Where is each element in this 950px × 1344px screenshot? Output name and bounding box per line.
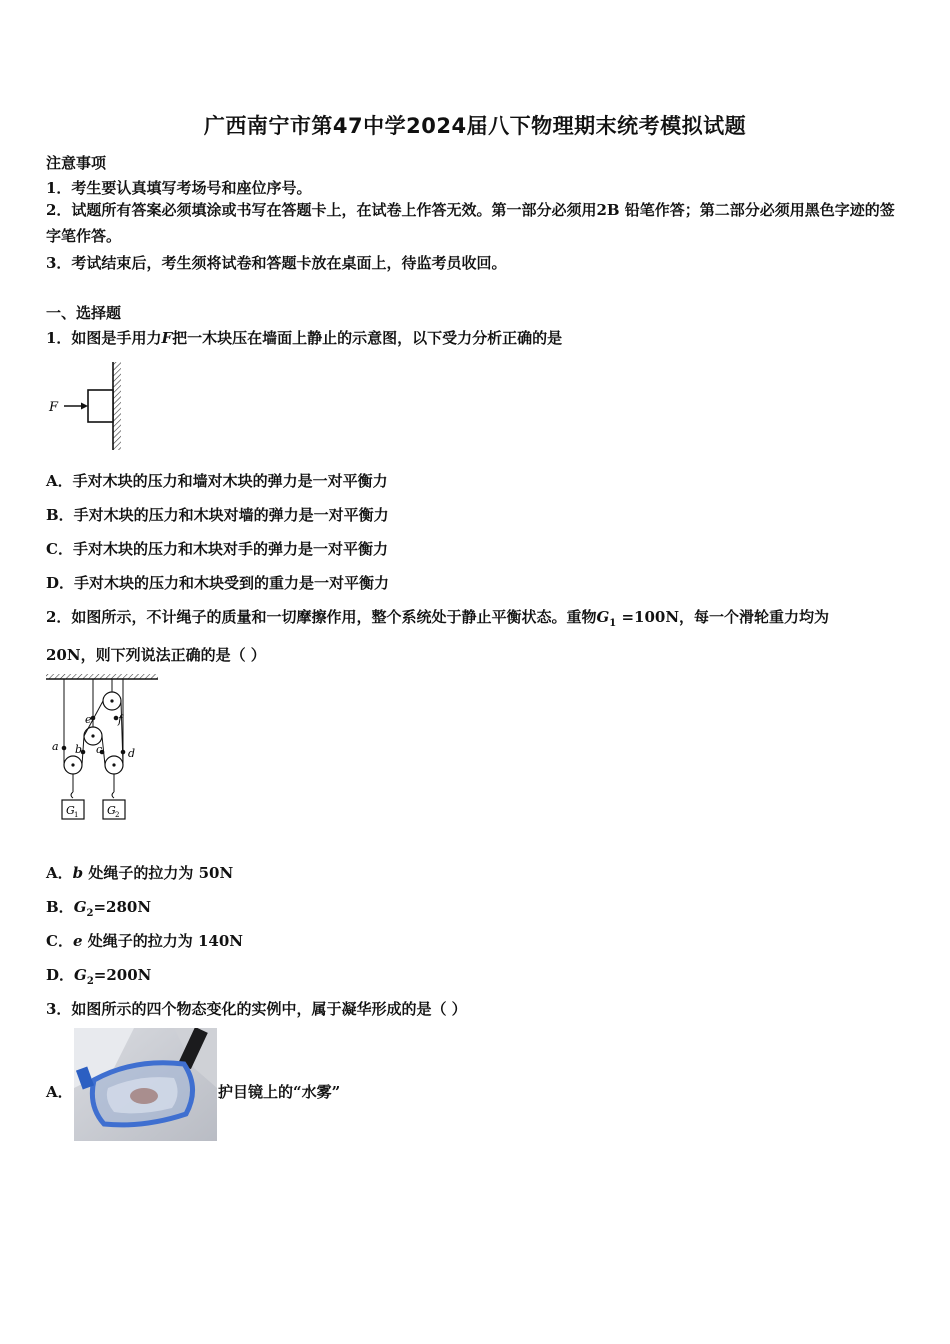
- question-1-option-b: B．手对木块的压力和木块对墙的弹力是一对平衡力: [46, 506, 389, 524]
- question-1-option-c: C．手对木块的压力和木块对手的弹力是一对平衡力: [46, 540, 388, 558]
- question-2-pulley-figure: [44, 672, 162, 826]
- ceiling-hatch: [46, 674, 158, 679]
- force-variable: F: [161, 329, 173, 347]
- label-d: d: [128, 747, 136, 760]
- notice-item-3: 3．考试结束后，考生须将试卷和答题卡放在桌面上，待监考员收回。: [46, 254, 507, 272]
- wall-hatch: [113, 362, 121, 450]
- question-3-option-a-caption: 护目镜上的“水雾”: [218, 1083, 341, 1101]
- page-title: 广西南宁市第47中学2024届八下物理期末统考模拟试题: [203, 114, 747, 138]
- notice-item-2: 2．试题所有答案必须填涂或书写在答题卡上，在试卷上作答无效。第一部分必须用2B 铅笔作答；第二部分必须用黑色字迹的签字笔作答。: [46, 201, 895, 245]
- question-2-option-c: C．e 处绳子的拉力为 140N: [46, 932, 243, 950]
- svg-text:G: G: [107, 804, 116, 817]
- question-2-stem-line-2: 20N，则下列说法正确的是（ ）: [46, 646, 266, 664]
- notice-item-1: 1．考生要认真填写考场号和座位序号。: [46, 179, 312, 197]
- question-2-stem-line-1: 2．如图所示，不计绳子的质量和一切摩擦作用，整个系统处于静止平衡状态。重物$G_1 =100N$，每一个滑轮重力均为: [46, 608, 830, 629]
- wood-block: [88, 390, 113, 422]
- label-b: b: [75, 743, 83, 756]
- label-e: e: [85, 713, 92, 726]
- question-3-stem: 3．如图所示的四个物态变化的实例中，属于凝华形成的是（ ）: [46, 1000, 467, 1018]
- notice-heading: 注意事项: [46, 154, 107, 172]
- label-f: f: [118, 713, 123, 726]
- force-arrow-head: [81, 403, 88, 410]
- question-2-option-a: A．b 处绳子的拉力为 50N: [46, 864, 234, 882]
- question-1-option-a: A．手对木块的压力和墙对木块的弹力是一对平衡力: [46, 472, 388, 490]
- question-1-figure: [44, 360, 130, 454]
- svg-text:G: G: [66, 804, 75, 817]
- label-c: c: [96, 743, 103, 756]
- question-1-stem: 1．如图是手用力F把一木块压在墙面上静止的示意图，以下受力分析正确的是: [46, 329, 563, 347]
- goggles-photo: [74, 1028, 217, 1141]
- force-label: F: [49, 400, 59, 415]
- section-heading: 一、选择题: [46, 304, 122, 322]
- question-2-option-b: B．$G_2=280N$: [46, 898, 152, 919]
- question-3-option-a-letter: A．: [46, 1083, 73, 1101]
- svg-text:2: 2: [115, 811, 120, 819]
- svg-text:1: 1: [74, 811, 79, 819]
- question-2-option-d: D．$G_2=200N$: [46, 966, 152, 987]
- question-1-option-d: D．手对木块的压力和木块受到的重力是一对平衡力: [46, 574, 390, 592]
- label-a: a: [52, 740, 59, 753]
